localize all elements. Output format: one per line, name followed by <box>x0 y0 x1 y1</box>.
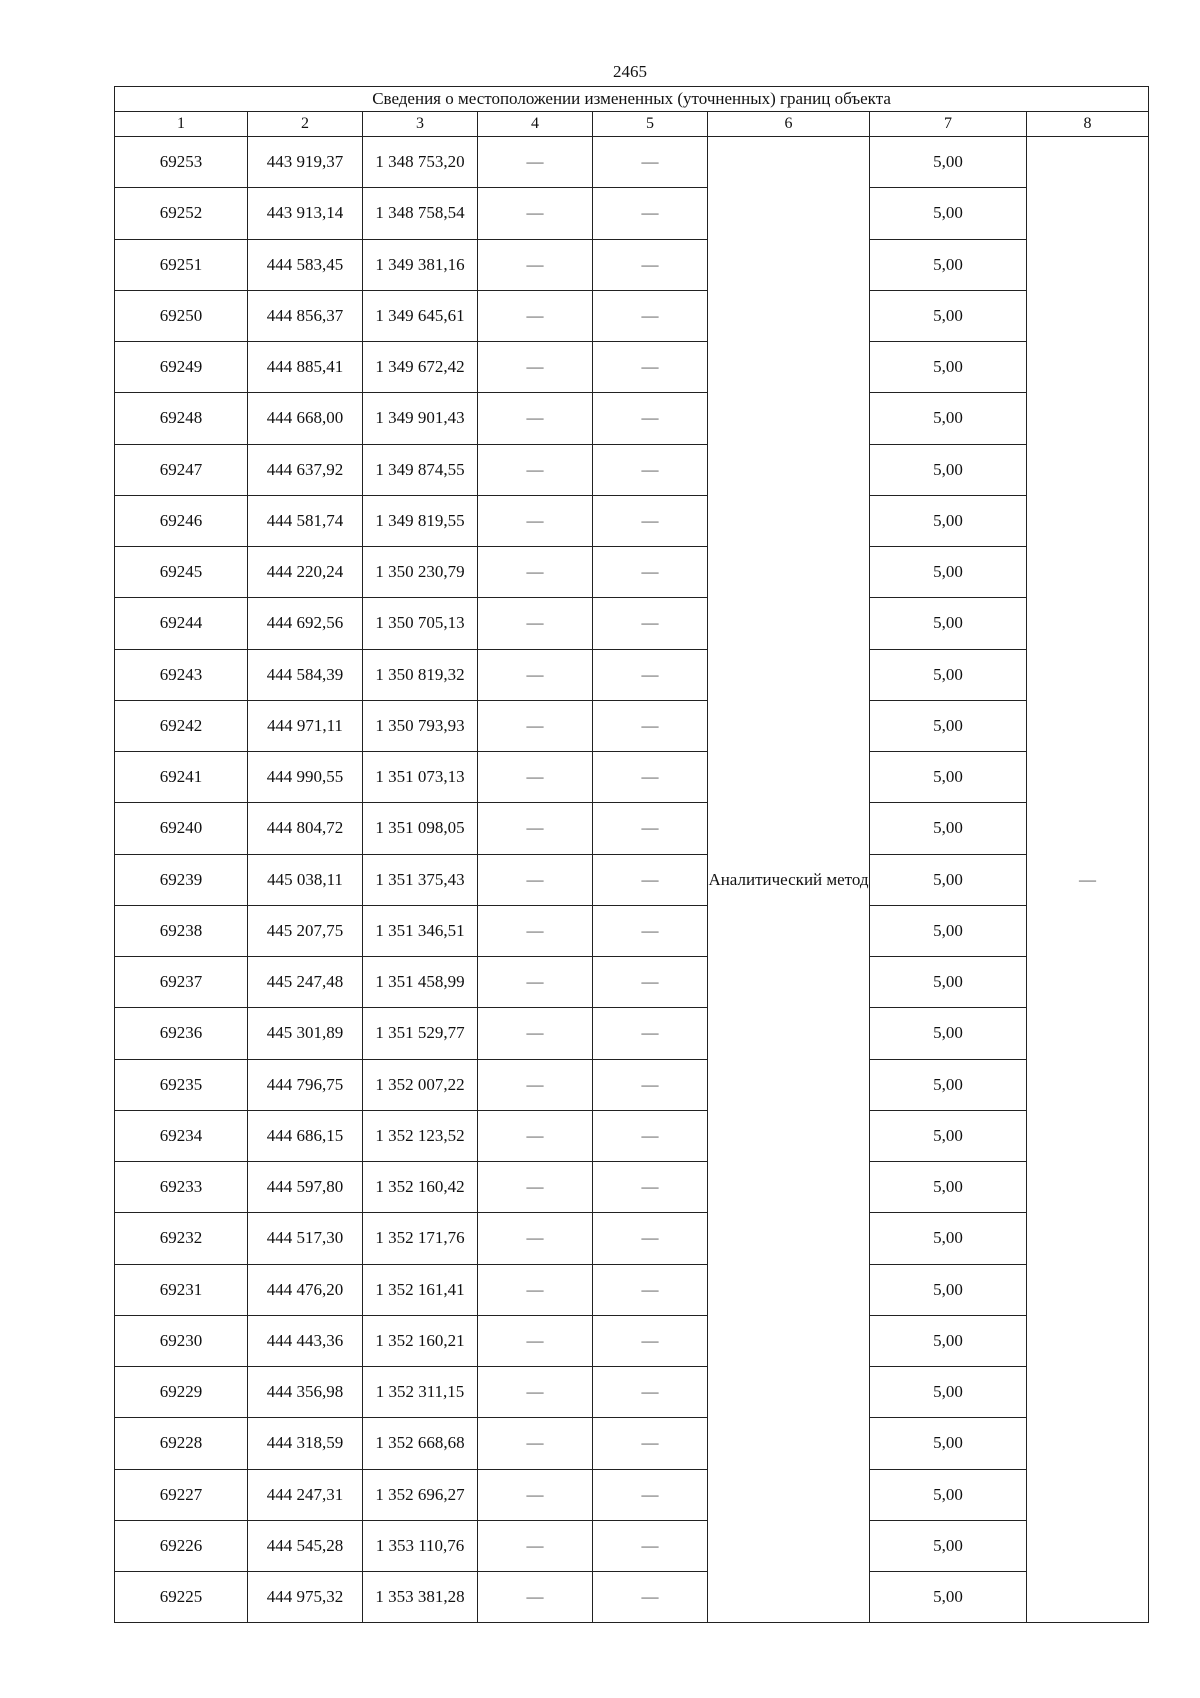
accuracy-cell: 5,00 <box>870 854 1027 905</box>
column5-cell: — <box>593 1315 708 1366</box>
x-coordinate-cell: 445 247,48 <box>248 957 363 1008</box>
column5-cell: — <box>593 393 708 444</box>
table-row <box>115 1059 1149 1110</box>
point-number-cell: 69249 <box>115 342 248 393</box>
column5-cell: — <box>593 547 708 598</box>
table-row <box>115 1162 1149 1213</box>
column4-cell: — <box>478 1520 593 1571</box>
y-coordinate-cell: 1 353 110,76 <box>363 1520 478 1571</box>
column4-cell: — <box>478 598 593 649</box>
accuracy-cell: 5,00 <box>870 1008 1027 1059</box>
y-coordinate-cell: 1 350 819,32 <box>363 649 478 700</box>
y-coordinate-cell: 1 351 073,13 <box>363 752 478 803</box>
column5-cell: — <box>593 1110 708 1161</box>
y-coordinate-cell: 1 352 311,15 <box>363 1367 478 1418</box>
point-number-cell: 69233 <box>115 1162 248 1213</box>
point-number-cell: 69237 <box>115 957 248 1008</box>
accuracy-cell: 5,00 <box>870 1059 1027 1110</box>
table-row <box>115 137 1149 188</box>
column5-cell: — <box>593 598 708 649</box>
accuracy-cell: 5,00 <box>870 649 1027 700</box>
point-number-cell: 69229 <box>115 1367 248 1418</box>
y-coordinate-cell: 1 351 098,05 <box>363 803 478 854</box>
boundary-coordinates-table <box>114 86 1149 1623</box>
column4-cell: — <box>478 905 593 956</box>
x-coordinate-cell: 444 668,00 <box>248 393 363 444</box>
column-number: 4 <box>478 112 593 137</box>
column4-cell: — <box>478 495 593 546</box>
point-number-cell: 69234 <box>115 1110 248 1161</box>
accuracy-cell: 5,00 <box>870 1418 1027 1469</box>
point-number-cell: 69246 <box>115 495 248 546</box>
x-coordinate-cell: 444 692,56 <box>248 598 363 649</box>
accuracy-cell: 5,00 <box>870 495 1027 546</box>
x-coordinate-cell: 444 318,59 <box>248 1418 363 1469</box>
table-row <box>115 495 1149 546</box>
accuracy-cell: 5,00 <box>870 1110 1027 1161</box>
column4-cell: — <box>478 1264 593 1315</box>
x-coordinate-cell: 444 796,75 <box>248 1059 363 1110</box>
x-coordinate-cell: 443 919,37 <box>248 137 363 188</box>
table-row <box>115 803 1149 854</box>
y-coordinate-cell: 1 353 381,28 <box>363 1572 478 1623</box>
y-coordinate-cell: 1 351 458,99 <box>363 957 478 1008</box>
point-number-cell: 69238 <box>115 905 248 956</box>
column5-cell: — <box>593 752 708 803</box>
point-number-cell: 69226 <box>115 1520 248 1571</box>
point-number-cell: 69239 <box>115 854 248 905</box>
column8-cell: — <box>1027 137 1149 1623</box>
column4-cell: — <box>478 1418 593 1469</box>
point-number-cell: 69252 <box>115 188 248 239</box>
table-row <box>115 1008 1149 1059</box>
table-row <box>115 393 1149 444</box>
y-coordinate-cell: 1 352 171,76 <box>363 1213 478 1264</box>
x-coordinate-cell: 444 990,55 <box>248 752 363 803</box>
table-row <box>115 1213 1149 1264</box>
y-coordinate-cell: 1 349 381,16 <box>363 239 478 290</box>
point-number-cell: 69232 <box>115 1213 248 1264</box>
column5-cell: — <box>593 1059 708 1110</box>
table-row <box>115 342 1149 393</box>
table-row <box>115 290 1149 341</box>
column4-cell: — <box>478 1213 593 1264</box>
point-number-cell: 69247 <box>115 444 248 495</box>
y-coordinate-cell: 1 352 160,21 <box>363 1315 478 1366</box>
column4-cell: — <box>478 1469 593 1520</box>
x-coordinate-cell: 444 356,98 <box>248 1367 363 1418</box>
y-coordinate-cell: 1 348 753,20 <box>363 137 478 188</box>
column-number: 5 <box>593 112 708 137</box>
point-number-cell: 69236 <box>115 1008 248 1059</box>
x-coordinate-cell: 444 247,31 <box>248 1469 363 1520</box>
column5-cell: — <box>593 1213 708 1264</box>
point-number-cell: 69243 <box>115 649 248 700</box>
column4-cell: — <box>478 444 593 495</box>
accuracy-cell: 5,00 <box>870 137 1027 188</box>
column4-cell: — <box>478 803 593 854</box>
column5-cell: — <box>593 239 708 290</box>
point-number-cell: 69248 <box>115 393 248 444</box>
table-row <box>115 1572 1149 1623</box>
point-number-cell: 69253 <box>115 137 248 188</box>
point-number-cell: 69251 <box>115 239 248 290</box>
column5-cell: — <box>593 957 708 1008</box>
x-coordinate-cell: 444 975,32 <box>248 1572 363 1623</box>
column4-cell: — <box>478 649 593 700</box>
x-coordinate-cell: 444 885,41 <box>248 342 363 393</box>
table-row <box>115 905 1149 956</box>
accuracy-cell: 5,00 <box>870 598 1027 649</box>
accuracy-cell: 5,00 <box>870 1367 1027 1418</box>
column4-cell: — <box>478 1059 593 1110</box>
column-number: 3 <box>363 112 478 137</box>
accuracy-cell: 5,00 <box>870 547 1027 598</box>
column5-cell: — <box>593 495 708 546</box>
table-row <box>115 239 1149 290</box>
accuracy-cell: 5,00 <box>870 239 1027 290</box>
column4-cell: — <box>478 342 593 393</box>
x-coordinate-cell: 444 971,11 <box>248 700 363 751</box>
table-row <box>115 700 1149 751</box>
x-coordinate-cell: 445 038,11 <box>248 854 363 905</box>
point-number-cell: 69241 <box>115 752 248 803</box>
column5-cell: — <box>593 700 708 751</box>
column4-cell: — <box>478 1572 593 1623</box>
accuracy-cell: 5,00 <box>870 752 1027 803</box>
x-coordinate-cell: 444 584,39 <box>248 649 363 700</box>
x-coordinate-cell: 444 476,20 <box>248 1264 363 1315</box>
accuracy-cell: 5,00 <box>870 700 1027 751</box>
column5-cell: — <box>593 1520 708 1571</box>
y-coordinate-cell: 1 351 375,43 <box>363 854 478 905</box>
column5-cell: — <box>593 342 708 393</box>
column4-cell: — <box>478 137 593 188</box>
table-row <box>115 1264 1149 1315</box>
table-row <box>115 598 1149 649</box>
column4-cell: — <box>478 393 593 444</box>
column5-cell: — <box>593 1469 708 1520</box>
column5-cell: — <box>593 290 708 341</box>
point-number-cell: 69240 <box>115 803 248 854</box>
column4-cell: — <box>478 188 593 239</box>
column5-cell: — <box>593 1418 708 1469</box>
accuracy-cell: 5,00 <box>870 290 1027 341</box>
point-number-cell: 69231 <box>115 1264 248 1315</box>
x-coordinate-cell: 444 686,15 <box>248 1110 363 1161</box>
column5-cell: — <box>593 854 708 905</box>
accuracy-cell: 5,00 <box>870 1264 1027 1315</box>
column5-cell: — <box>593 1162 708 1213</box>
accuracy-cell: 5,00 <box>870 444 1027 495</box>
x-coordinate-cell: 444 597,80 <box>248 1162 363 1213</box>
point-number-cell: 69250 <box>115 290 248 341</box>
accuracy-cell: 5,00 <box>870 1572 1027 1623</box>
column5-cell: — <box>593 1367 708 1418</box>
point-number-cell: 69235 <box>115 1059 248 1110</box>
column5-cell: — <box>593 1264 708 1315</box>
y-coordinate-cell: 1 351 529,77 <box>363 1008 478 1059</box>
x-coordinate-cell: 443 913,14 <box>248 188 363 239</box>
column4-cell: — <box>478 1162 593 1213</box>
accuracy-cell: 5,00 <box>870 1315 1027 1366</box>
page-number: 2465 <box>613 62 647 81</box>
x-coordinate-cell: 444 583,45 <box>248 239 363 290</box>
table-row <box>115 1315 1149 1366</box>
table-row <box>115 1110 1149 1161</box>
point-number-cell: 69230 <box>115 1315 248 1366</box>
y-coordinate-cell: 1 349 645,61 <box>363 290 478 341</box>
column5-cell: — <box>593 444 708 495</box>
column5-cell: — <box>593 1572 708 1623</box>
accuracy-cell: 5,00 <box>870 1162 1027 1213</box>
table-row <box>115 854 1149 905</box>
y-coordinate-cell: 1 352 696,27 <box>363 1469 478 1520</box>
point-number-cell: 69242 <box>115 700 248 751</box>
column5-cell: — <box>593 137 708 188</box>
y-coordinate-cell: 1 349 672,42 <box>363 342 478 393</box>
accuracy-cell: 5,00 <box>870 803 1027 854</box>
column4-cell: — <box>478 290 593 341</box>
table-row <box>115 444 1149 495</box>
column4-cell: — <box>478 1008 593 1059</box>
column-number: 7 <box>870 112 1027 137</box>
y-coordinate-cell: 1 348 758,54 <box>363 188 478 239</box>
x-coordinate-cell: 444 443,36 <box>248 1315 363 1366</box>
x-coordinate-cell: 445 207,75 <box>248 905 363 956</box>
column4-cell: — <box>478 1110 593 1161</box>
y-coordinate-cell: 1 350 705,13 <box>363 598 478 649</box>
point-number-cell: 69228 <box>115 1418 248 1469</box>
y-coordinate-cell: 1 349 901,43 <box>363 393 478 444</box>
column5-cell: — <box>593 803 708 854</box>
x-coordinate-cell: 444 856,37 <box>248 290 363 341</box>
column4-cell: — <box>478 239 593 290</box>
column-number: 1 <box>115 112 248 137</box>
accuracy-cell: 5,00 <box>870 1213 1027 1264</box>
x-coordinate-cell: 444 220,24 <box>248 547 363 598</box>
y-coordinate-cell: 1 352 123,52 <box>363 1110 478 1161</box>
y-coordinate-cell: 1 350 230,79 <box>363 547 478 598</box>
table-title: Сведения о местоположении измененных (уточненных) границ объекта <box>115 87 1149 112</box>
y-coordinate-cell: 1 349 819,55 <box>363 495 478 546</box>
accuracy-cell: 5,00 <box>870 1520 1027 1571</box>
column-number: 8 <box>1027 112 1149 137</box>
column5-cell: — <box>593 649 708 700</box>
table-row <box>115 547 1149 598</box>
table-row <box>115 957 1149 1008</box>
accuracy-cell: 5,00 <box>870 1469 1027 1520</box>
x-coordinate-cell: 445 301,89 <box>248 1008 363 1059</box>
point-number-cell: 69245 <box>115 547 248 598</box>
column-number: 2 <box>248 112 363 137</box>
table-row <box>115 1520 1149 1571</box>
column-number-row <box>115 112 1149 137</box>
point-number-cell: 69244 <box>115 598 248 649</box>
column5-cell: — <box>593 188 708 239</box>
table-row <box>115 1367 1149 1418</box>
column4-cell: — <box>478 1367 593 1418</box>
table-body <box>115 137 1149 1623</box>
accuracy-cell: 5,00 <box>870 905 1027 956</box>
point-number-cell: 69225 <box>115 1572 248 1623</box>
table-row <box>115 649 1149 700</box>
table-row <box>115 752 1149 803</box>
x-coordinate-cell: 444 637,92 <box>248 444 363 495</box>
x-coordinate-cell: 444 545,28 <box>248 1520 363 1571</box>
point-number-cell: 69227 <box>115 1469 248 1520</box>
y-coordinate-cell: 1 349 874,55 <box>363 444 478 495</box>
y-coordinate-cell: 1 350 793,93 <box>363 700 478 751</box>
column4-cell: — <box>478 957 593 1008</box>
column5-cell: — <box>593 905 708 956</box>
accuracy-cell: 5,00 <box>870 342 1027 393</box>
column4-cell: — <box>478 700 593 751</box>
y-coordinate-cell: 1 351 346,51 <box>363 905 478 956</box>
column4-cell: — <box>478 854 593 905</box>
column-number: 6 <box>708 112 870 137</box>
column4-cell: — <box>478 547 593 598</box>
method-cell: Аналитический метод <box>708 137 870 1623</box>
x-coordinate-cell: 444 581,74 <box>248 495 363 546</box>
x-coordinate-cell: 444 804,72 <box>248 803 363 854</box>
accuracy-cell: 5,00 <box>870 393 1027 444</box>
x-coordinate-cell: 444 517,30 <box>248 1213 363 1264</box>
table-row <box>115 1418 1149 1469</box>
table-row <box>115 1469 1149 1520</box>
y-coordinate-cell: 1 352 160,42 <box>363 1162 478 1213</box>
y-coordinate-cell: 1 352 668,68 <box>363 1418 478 1469</box>
accuracy-cell: 5,00 <box>870 188 1027 239</box>
column4-cell: — <box>478 752 593 803</box>
accuracy-cell: 5,00 <box>870 957 1027 1008</box>
y-coordinate-cell: 1 352 007,22 <box>363 1059 478 1110</box>
y-coordinate-cell: 1 352 161,41 <box>363 1264 478 1315</box>
table-row <box>115 188 1149 239</box>
column4-cell: — <box>478 1315 593 1366</box>
column5-cell: — <box>593 1008 708 1059</box>
